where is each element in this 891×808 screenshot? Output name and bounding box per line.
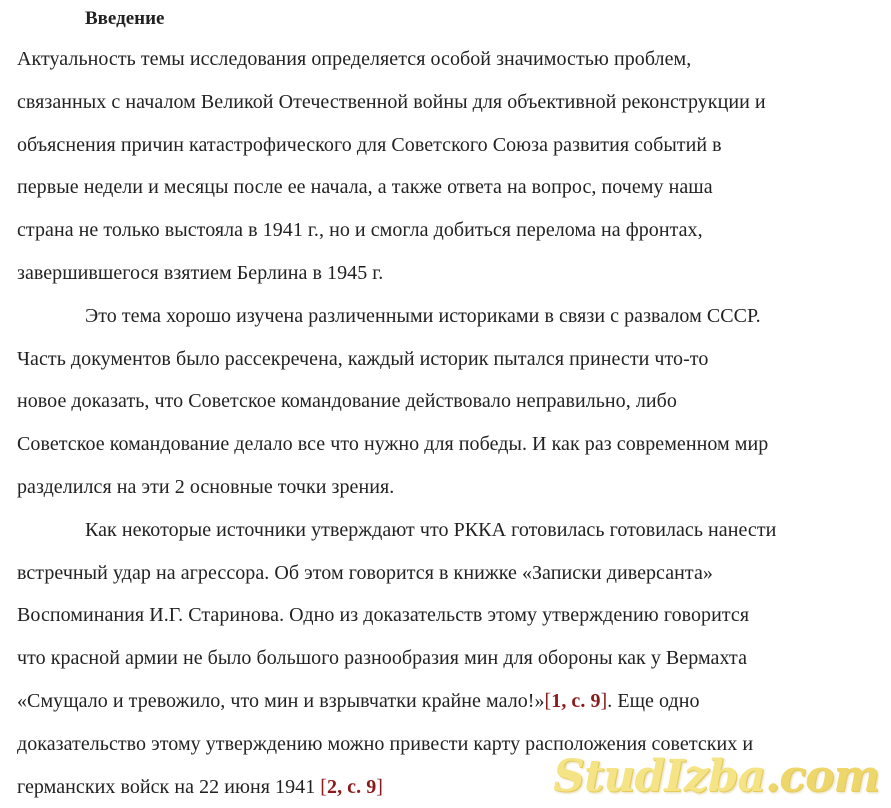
reference-bracket-close: ] (600, 689, 608, 712)
studizba-watermark-logo (553, 752, 879, 802)
text-line: Актуальность темы исследования определяется особой значимостью проблем, (17, 48, 692, 70)
reference-bracket-open: [ (544, 689, 552, 712)
text-line: новое доказать, что Советское командование действовало неправильно, либо (17, 390, 677, 413)
text-line: разделился на эти 2 основные точки зрения. (17, 475, 395, 498)
text-fragment: . Еще одно (607, 689, 700, 712)
text-line: связанных с началом Великой Отечественной войны для объективной реконструкции и (17, 90, 766, 113)
text-line: встречный удар на агрессора. Об этом говорится в книжке «Записки диверсанта» (17, 561, 713, 584)
watermark-part: Stud (553, 751, 665, 802)
text-line: Советское командование делало все что нужно для победы. И как раз современном мир (17, 433, 769, 456)
text-line: доказательство этому утверждению можно привести карту расположения советских и (17, 732, 754, 755)
text-line: Часть документов было рассекречена, каждый историк пытался принести что-то (17, 347, 709, 370)
text-line: первые недели и месяцы после ее начала, а также ответа на вопрос, почему наша (17, 176, 713, 199)
text-line: завершившегося взятием Берлина в 1945 г. (17, 261, 384, 284)
reference-bracket-open: [ (320, 775, 328, 798)
text-line: Это тема хорошо изучена различенными историками в связи с развалом СССР. (85, 304, 761, 327)
reference-link-2[interactable]: 2, с. 9 (327, 775, 377, 798)
watermark-part: Izba (664, 751, 765, 802)
text-line: Воспоминания И.Г. Старинова. Одно из доказательств этому утверждению говорится (17, 604, 750, 627)
reference-link-1[interactable]: 1, с. 9 (551, 689, 601, 712)
text-line: объяснения причин катастрофического для Советского Союза развития событий в (17, 133, 722, 156)
text-line: страна не только выстояла в 1941 г., но и смогла добиться перелома на фронтах, (17, 219, 703, 242)
text-line: что красной армии не было большого разнообразия мин для обороны как у Вермахта (17, 647, 747, 670)
section-heading: Введение (85, 8, 165, 29)
document-page (17, 0, 887, 808)
text-fragment: германских войск на 22 июня 1941 (17, 775, 321, 798)
text-line: Как некоторые источники утверждают что РККА готовилась готовилась нанести (85, 518, 777, 541)
watermark-part: .com (764, 751, 879, 802)
text-line (17, 680, 887, 723)
quote-text: «Смущало и тревожило, что мин и взрывчатки крайне мало!» (17, 689, 545, 712)
paragraph-2 (17, 295, 887, 509)
reference-bracket-close: ] (376, 775, 383, 798)
paragraph-1 (17, 38, 887, 295)
